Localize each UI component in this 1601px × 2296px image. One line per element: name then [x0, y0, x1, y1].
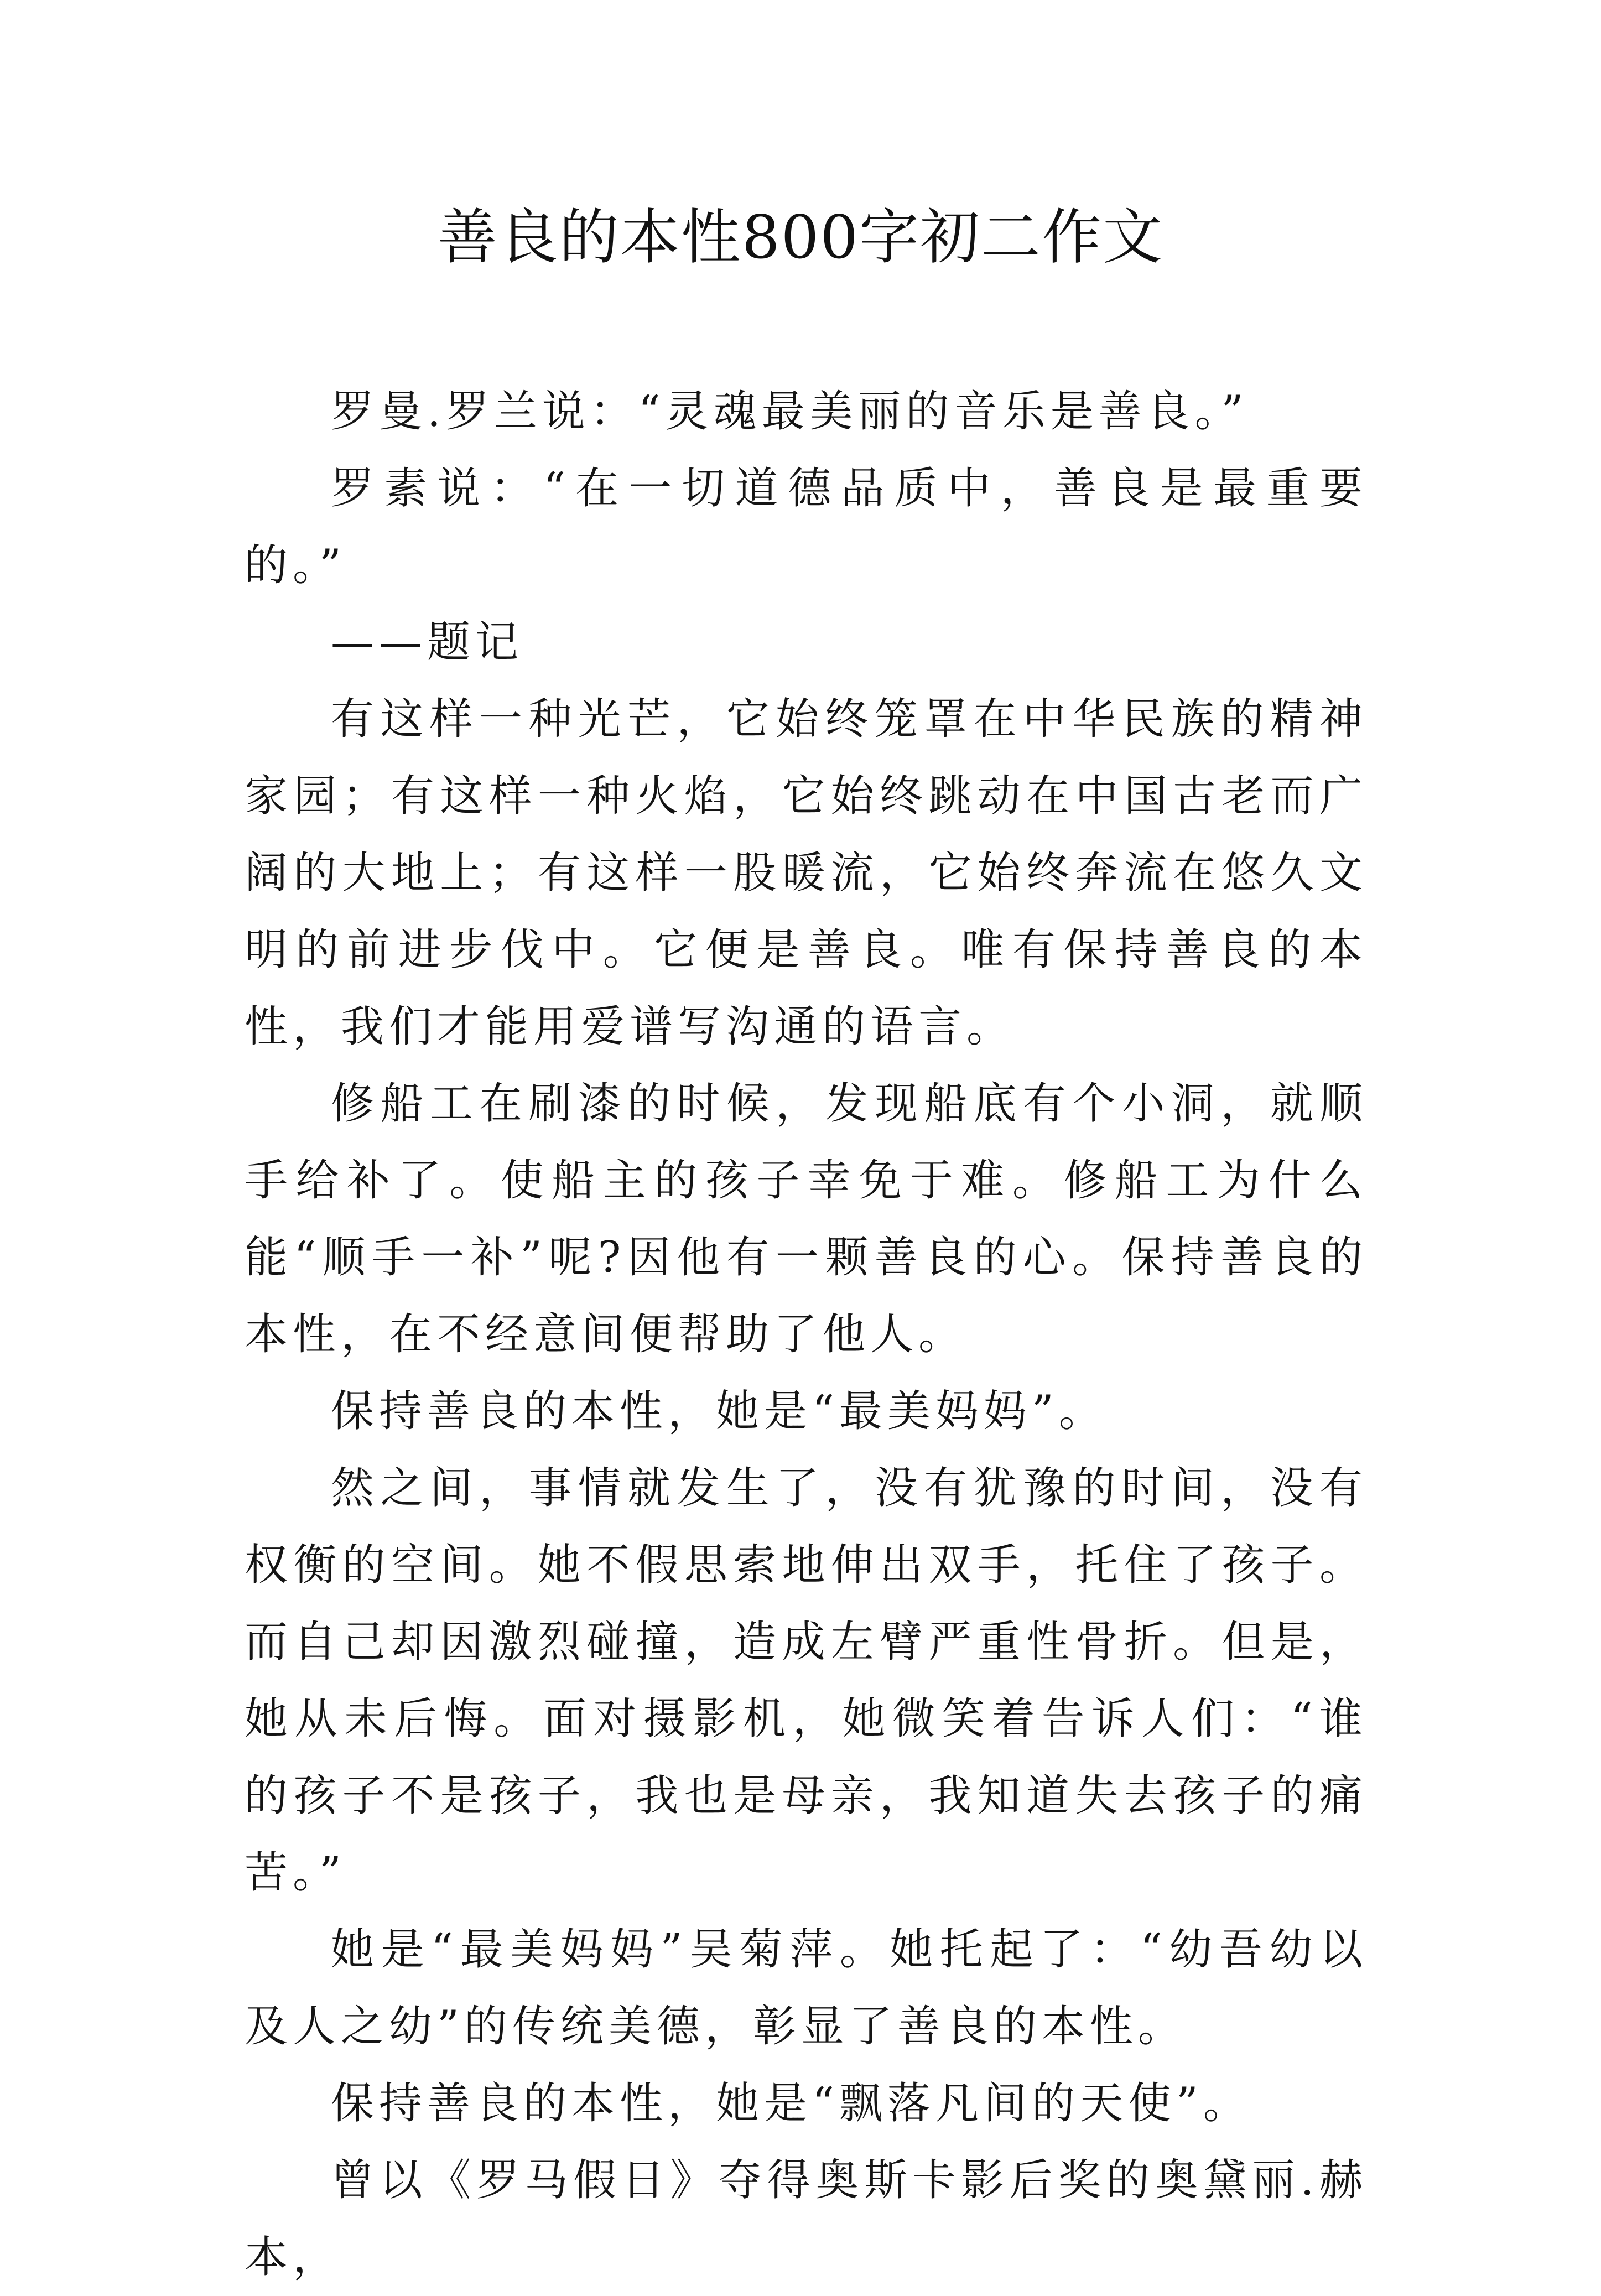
paragraph-epigraph-source: ——题记: [331, 617, 524, 667]
paragraph-epigraph-2: 罗素说：“在一切道德品质中，善良是最重要的。”: [245, 464, 1368, 590]
paragraph: 保持善良的本性，她是“飘落凡间的天使”。: [331, 2079, 1251, 2128]
document-body: [245, 373, 1368, 2296]
paragraph: 曾以《罗马假日》夺得奥斯卡影后奖的奥黛丽.赫本，: [245, 2155, 1368, 2282]
paragraph: 她是“最美妈妈”吴菊萍。她托起了：“幼吾幼以及人之幼”的传统美德，彰显了善良的本性。: [245, 1925, 1368, 2051]
paragraph: 有这样一种光芒，它始终笼罩在中华民族的精神家园；有这样一种火焰，它始终跳动在中国古老而广阔的大地上；有这样一股暖流，它始终奔流在悠久文明的前进步伐中。它便是善良。唯有保持善良的本性，我们才能用爱谱写沟通的语言。: [245, 694, 1368, 1052]
paragraph-epigraph-1: 罗曼.罗兰说：“灵魂最美丽的音乐是善良。”: [331, 387, 1249, 437]
paragraph: 保持善良的本性，她是“最美妈妈”。: [331, 1386, 1107, 1436]
paragraph: 然之间，事情就发生了，没有犹豫的时间，没有权衡的空间。她不假思索地伸出双手，托住了孩子。而自己却因激烈碰撞，造成左臂严重性骨折。但是，她从未后悔。面对摄影机，她微笑着告诉人们：“谁的孩子不是孩子，我也是母亲，我知道失去孩子的痛苦。”: [245, 1463, 1368, 1898]
paragraph: 修船工在刷漆的时候，发现船底有个小洞，就顺手给补了。使船主的孩子幸免于难。修船工为什么能“顺手一补”呢?因他有一颗善良的心。保持善良的本性，在不经意间便帮助了他人。: [245, 1079, 1368, 1359]
document-title: 善良的本性800字初二作文: [437, 203, 1164, 272]
